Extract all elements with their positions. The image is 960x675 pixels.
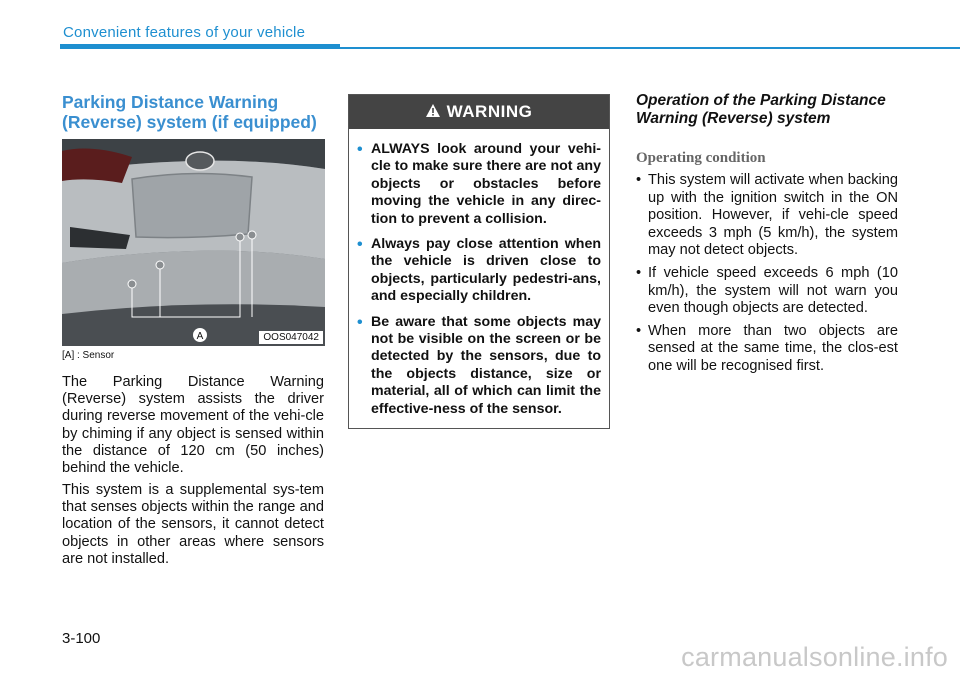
condition-item: • When more than two objects are sensed at the same time, the clos-est one will be recognised first. bbox=[636, 323, 898, 376]
sensor-figure bbox=[62, 139, 325, 346]
body-paragraph-1: The Parking Distance Warning (Reverse) system assists the driver during reverse movement of the vehi-cle by chiming if any object is sensed within the distance of 120 cm (50 inches) behind the vehicle. bbox=[62, 374, 324, 477]
warning-title: WARNING bbox=[446, 102, 533, 121]
body-paragraph-2: This system is a supplemental sys-tem that senses objects within the range and location of the sensors, it cannot detect objects in other areas where sensors are not installed. bbox=[62, 482, 324, 567]
header-rule-accent bbox=[60, 44, 340, 49]
operating-condition-title: Operating condition bbox=[636, 150, 766, 166]
section-title: Parking Distance Warning (Reverse) system (if equipped) bbox=[62, 92, 317, 132]
warning-item: • Be aware that some objects may not be visible on the screen or be detected by the sensors, due to the objects distance, size or material, all of which can limit the effective-ness of the sensor. bbox=[363, 314, 601, 418]
operating-condition-list bbox=[636, 172, 898, 381]
header-rule bbox=[340, 47, 960, 49]
condition-item: • If vehicle speed exceeds 6 mph (10 km/h), the system will not warn you even though objects are detected. bbox=[636, 265, 898, 318]
warning-header bbox=[349, 95, 609, 129]
rear-bumper-illustration bbox=[62, 139, 325, 346]
warning-triangle-icon bbox=[426, 102, 440, 122]
chapter-header: Convenient features of your vehicle bbox=[63, 24, 306, 41]
watermark: carmanualsonline.info bbox=[681, 642, 948, 672]
warning-list bbox=[349, 129, 609, 418]
warning-item: • Always pay close attention when the vehicle is driven close to objects, particularly pedestri-ans, and especially children. bbox=[363, 236, 601, 306]
figure-caption: [A] : Sensor bbox=[62, 350, 115, 361]
warning-item: • ALWAYS look around your vehi-cle to make sure there are not any objects or obstacles before moving the vehicle in any direc-tion to prevent a collision. bbox=[363, 141, 601, 228]
figure-code: OOS047042 bbox=[259, 331, 323, 344]
warning-box bbox=[348, 94, 610, 429]
sensor-label-a: A bbox=[196, 331, 204, 342]
condition-item: • This system will activate when backing up with the ignition switch in the ON position. However, if vehi-cle speed exceeds 3 mph (5 km/h), the system may not detect objects. bbox=[636, 172, 898, 260]
operation-title: Operation of the Parking Distance Warning (Reverse) system bbox=[636, 92, 886, 127]
page-number: 3-100 bbox=[62, 630, 101, 647]
